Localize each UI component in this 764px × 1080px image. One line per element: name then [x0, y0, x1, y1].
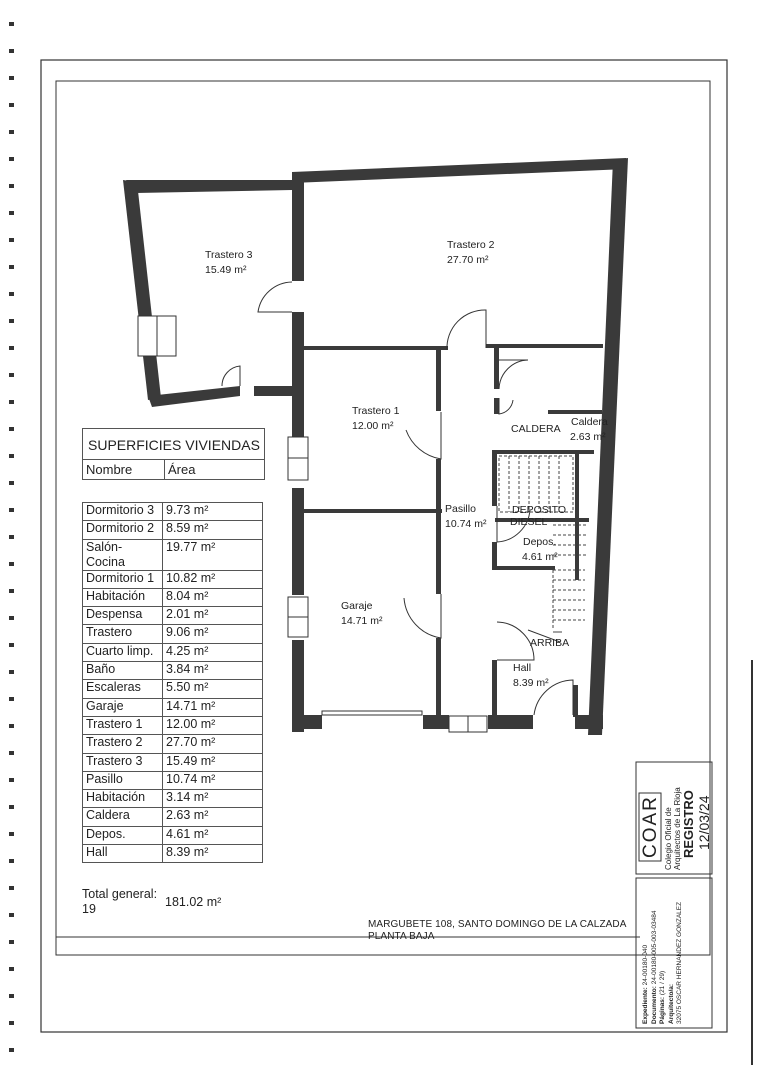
- documento-label: Documento:: [650, 986, 658, 1024]
- row-area: 5.50 m²: [163, 680, 263, 698]
- table-row: [83, 521, 263, 539]
- address-line2: PLANTA BAJA: [368, 931, 435, 942]
- area-table-header: [82, 428, 265, 480]
- coar-org: [664, 787, 682, 870]
- address-line1: MARGUBETE 108, SANTO DOMINGO DE LA CALZADA: [368, 919, 627, 930]
- table-row: [83, 588, 263, 606]
- total-value: 181.02 m²: [165, 895, 222, 909]
- label-garaje-area: 14.71 m²: [341, 615, 383, 627]
- label-caldera-name: Caldera: [571, 416, 608, 428]
- row-name: Baño: [83, 662, 163, 680]
- row-area: 2.63 m²: [163, 808, 263, 826]
- row-name: Salón-Cocina: [83, 539, 163, 570]
- binding-holes: [9, 22, 14, 1052]
- paginas-label: Páginas:: [659, 996, 666, 1024]
- label-trastero1-name: Trastero 1: [352, 405, 400, 417]
- row-name: Cuarto limp.: [83, 643, 163, 661]
- table-row: [83, 808, 263, 826]
- row-area: 14.71 m²: [163, 698, 263, 716]
- row-area: 4.61 m²: [163, 826, 263, 844]
- coar-org-line1: Colegio Oficial de: [664, 807, 673, 870]
- row-area: 8.59 m²: [163, 521, 263, 539]
- stamp-date: 12/03/24: [696, 795, 712, 850]
- table-row: [83, 662, 263, 680]
- label-garaje-name: Garaje: [341, 600, 373, 612]
- row-name: Hall: [83, 845, 163, 863]
- arquitecto-label: Arquitecto/a:: [667, 983, 675, 1024]
- row-area: 10.82 m²: [163, 570, 263, 588]
- row-area: 9.06 m²: [163, 625, 263, 643]
- table-row: [83, 503, 263, 521]
- row-name: Caldera: [83, 808, 163, 826]
- row-area: 4.25 m²: [163, 643, 263, 661]
- row-area: 8.04 m²: [163, 588, 263, 606]
- row-name: Dormitorio 2: [83, 521, 163, 539]
- row-area: 27.70 m²: [163, 735, 263, 753]
- table-row: [83, 771, 263, 789]
- total-label: Total general: 19: [82, 887, 158, 916]
- label-hall-area: 8.39 m²: [513, 677, 549, 689]
- paginas-value: (21 / 29): [659, 970, 666, 996]
- label-depos-name: Depos.: [523, 536, 557, 548]
- table-row: [83, 539, 263, 570]
- row-area: 3.84 m²: [163, 662, 263, 680]
- table-row: [83, 735, 263, 753]
- row-name: Dormitorio 3: [83, 503, 163, 521]
- row-name: Despensa: [83, 607, 163, 625]
- col-area-header: Área: [168, 462, 196, 477]
- row-area: 19.77 m²: [163, 539, 263, 570]
- row-name: Trastero: [83, 625, 163, 643]
- label-trastero2-name: Trastero 2: [447, 239, 495, 251]
- row-name: Depos.: [83, 826, 163, 844]
- info-box: [642, 902, 685, 1024]
- row-area: 9.73 m²: [163, 503, 263, 521]
- table-row: [83, 698, 263, 716]
- label-trastero3-name: Trastero 3: [205, 249, 253, 261]
- label-deposito-line2: DIESEL: [510, 516, 548, 528]
- label-trastero2-area: 27.70 m²: [447, 254, 489, 266]
- label-trastero1-area: 12.00 m²: [352, 420, 394, 432]
- row-name: Trastero 1: [83, 716, 163, 734]
- row-name: Escaleras: [83, 680, 163, 698]
- row-name: Habitación: [83, 790, 163, 808]
- row-area: 8.39 m²: [163, 845, 263, 863]
- label-pasillo-name: Pasillo: [445, 503, 476, 515]
- table-row: [83, 845, 263, 863]
- address-block: [368, 919, 627, 943]
- row-name: Pasillo: [83, 771, 163, 789]
- arquitecto-value: 32075 OSCAR HERNANDEZ GONZALEZ: [676, 901, 683, 1024]
- expediente-value: 24-00180-040: [642, 944, 649, 986]
- row-area: 3.14 m²: [163, 790, 263, 808]
- table-row: [83, 625, 263, 643]
- table-row: [83, 570, 263, 588]
- row-name: Dormitorio 1: [83, 570, 163, 588]
- col-name-header: Nombre: [83, 460, 165, 479]
- table-row: [83, 716, 263, 734]
- table-row: [83, 753, 263, 771]
- room-labels: [205, 239, 608, 689]
- coar-logo: COAR: [640, 795, 661, 858]
- row-name: Garaje: [83, 698, 163, 716]
- expediente-label: Expediente:: [642, 987, 649, 1024]
- label-deposito-line1: DEPOSITO: [512, 504, 567, 516]
- area-table-title: SUPERFICIES VIVIENDAS: [83, 429, 264, 460]
- label-caldera-area: 2.63 m²: [570, 431, 606, 443]
- row-name: Trastero 3: [83, 753, 163, 771]
- table-row: [83, 790, 263, 808]
- row-area: 12.00 m²: [163, 716, 263, 734]
- table-row: [83, 826, 263, 844]
- table-row: [83, 643, 263, 661]
- row-name: Trastero 2: [83, 735, 163, 753]
- table-row: [83, 680, 263, 698]
- row-name: Habitación: [83, 588, 163, 606]
- documento-value: 24-00180-005-003-03484: [650, 910, 658, 985]
- label-caldera-tag: CALDERA: [511, 423, 561, 435]
- label-arriba: ARRIBA: [530, 637, 570, 649]
- table-row: [83, 607, 263, 625]
- coar-org-line2: Arquitectos de La Rioja: [673, 787, 682, 870]
- row-area: 15.49 m²: [163, 753, 263, 771]
- label-depos-area: 4.61 m²: [522, 551, 558, 563]
- label-trastero3-area: 15.49 m²: [205, 264, 247, 276]
- stamp-registro: REGISTRO: [681, 790, 696, 858]
- label-hall-name: Hall: [513, 662, 532, 674]
- label-pasillo-area: 10.74 m²: [445, 518, 487, 530]
- row-area: 10.74 m²: [163, 771, 263, 789]
- area-table: [82, 502, 263, 863]
- row-area: 2.01 m²: [163, 607, 263, 625]
